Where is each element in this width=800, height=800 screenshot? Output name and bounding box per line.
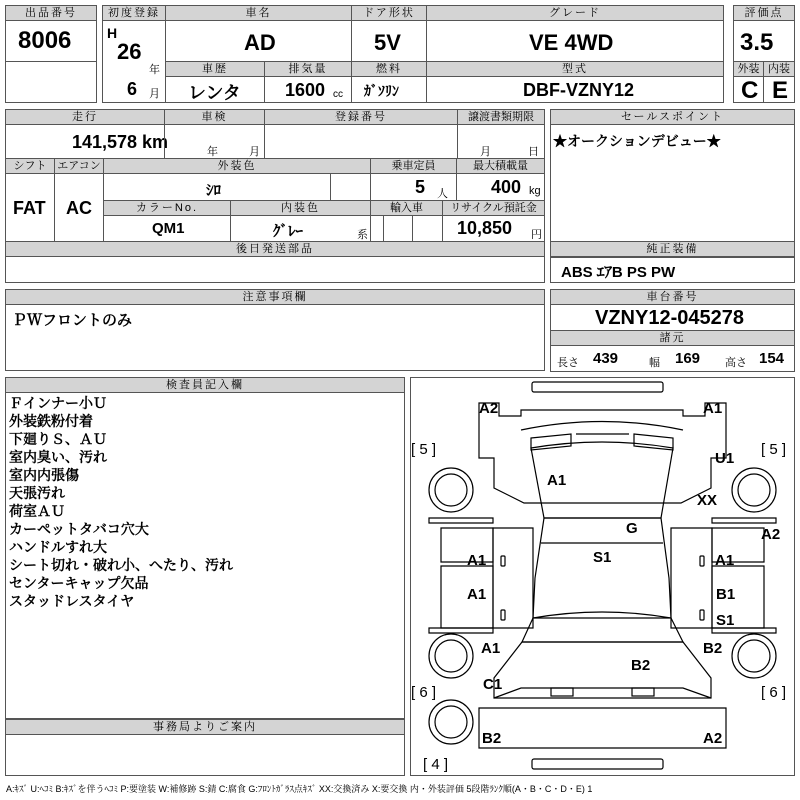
mark-b1: B1	[716, 586, 736, 603]
ext-color-extra-cell	[330, 173, 371, 201]
equipment-cell	[550, 256, 795, 283]
displacement-unit: cc	[333, 89, 343, 100]
caution-text: ＰＷフロントのみ	[12, 312, 133, 329]
history-cell	[165, 76, 265, 103]
displacement-cell	[264, 76, 352, 103]
ac-cell	[54, 173, 104, 242]
max-load: 400	[491, 177, 522, 197]
door-header: ドア形状	[351, 5, 427, 21]
era: H	[107, 25, 118, 41]
tire-front-right: [ 5 ]	[761, 441, 787, 458]
specs-header: 諸元	[550, 330, 795, 346]
mark-g: G	[626, 520, 638, 537]
height: 154	[759, 350, 785, 367]
sales-point: ★オークションデビュー★	[553, 133, 721, 149]
chassis-header: 車台番号	[550, 289, 795, 305]
int-color-header: 内装色	[230, 200, 371, 216]
inspector-note: 下廻りＳ、ＡＵ	[9, 431, 107, 447]
width: 169	[675, 350, 701, 367]
door-cell	[351, 20, 427, 62]
color-no: QM1	[152, 220, 185, 237]
inspector-note: カーペットタバコ穴大	[9, 521, 149, 537]
fuel: ｶﾞｿﾘﾝ	[364, 83, 399, 99]
later-parts-header: 後日発送部品	[5, 241, 545, 257]
month-unit: 月	[149, 88, 160, 100]
tire-spare: [ 4 ]	[423, 756, 449, 773]
length-label: 長さ	[557, 357, 579, 369]
year-unit: 年	[149, 64, 160, 76]
model-code: DBF-VZNY12	[523, 80, 635, 100]
first-reg-header: 初度登録	[102, 5, 166, 21]
inspector-note: Ｆインナー小Ｕ	[9, 395, 107, 411]
tire-rear-left: [ 6 ]	[411, 684, 437, 701]
reg-no-header: 登録番号	[264, 109, 458, 125]
int-grade-header: 内装	[763, 61, 795, 77]
capacity-cell	[370, 173, 457, 201]
tire-front-left: [ 5 ]	[411, 441, 437, 458]
mark-a1-left-rear: A1	[467, 586, 487, 603]
ext-color-cell	[103, 173, 331, 201]
equipment-header: 純正装備	[550, 241, 795, 257]
mark-a1-left-quarter: A1	[481, 640, 501, 657]
recycle-header: リサイクル預託金	[442, 200, 545, 216]
max-load-unit: kg	[529, 185, 541, 197]
mileage: 141,578	[72, 132, 138, 152]
inspector-note: 外装鉄粉付着	[9, 413, 93, 429]
inspector-note: スタッドレスタイヤ	[9, 593, 135, 609]
reg-month: 6	[127, 79, 138, 99]
office-header: 事務局よりご案内	[5, 719, 405, 735]
import-header: 輸入車	[370, 200, 443, 216]
ext-color-header: 外装色	[103, 158, 371, 174]
mark-a2-right: A2	[761, 526, 781, 543]
mark-b2-trunk: B2	[631, 657, 651, 674]
inspector-note: センターキャップ欠品	[9, 575, 149, 591]
reg-no-cell	[264, 124, 458, 159]
inspector-note: ハンドルすれ大	[9, 539, 107, 555]
mark-c1: C1	[483, 676, 503, 693]
inspection-cell	[164, 124, 265, 159]
width-label: 幅	[649, 357, 660, 369]
ext-grade-header: 外装	[733, 61, 764, 77]
transfer-cell	[457, 124, 545, 159]
fuel-cell	[351, 76, 427, 103]
grade-header: グレード	[426, 5, 724, 21]
inspector-note: 室内内張傷	[9, 467, 79, 483]
caution-cell	[5, 304, 545, 371]
import-extra-cell	[383, 215, 413, 242]
mark-s1-roof: S1	[593, 549, 612, 566]
mark-s1-right: S1	[716, 612, 735, 629]
score: 3.5	[740, 29, 774, 56]
mark-b2-right: B2	[703, 640, 723, 657]
mark-a1-left-door: A1	[467, 552, 487, 569]
mileage-header: 走行	[5, 109, 165, 125]
fuel-header: 燃料	[351, 61, 427, 77]
int-color-suffix: 系	[357, 229, 368, 241]
int-grade-cell	[763, 76, 795, 103]
max-load-header: 最大積載量	[456, 158, 545, 174]
mileage-unit: km	[142, 132, 169, 152]
car-name-cell	[165, 20, 352, 62]
ext-grade: C	[741, 77, 759, 104]
chassis-cell	[550, 304, 795, 331]
displacement: 1600	[285, 80, 326, 100]
model-header: 型式	[426, 61, 724, 77]
history: レンタ	[188, 83, 241, 103]
equipment: ABS ｴｱB PS PW	[561, 264, 676, 281]
recycle-cell	[442, 215, 545, 242]
inspection-month-unit: 月	[249, 146, 260, 158]
history-header: 車歴	[165, 61, 265, 77]
shift-header: シフト	[5, 158, 55, 174]
car-outline-drawing	[411, 378, 794, 775]
int-color: ｸﾞﾚｰ	[273, 223, 304, 240]
inspector-note: 室内臭い、汚れ	[9, 449, 107, 465]
mark-xx: XX	[697, 492, 718, 509]
lot-number: 8006	[18, 27, 72, 54]
grade-cell	[426, 20, 724, 62]
later-parts-cell	[5, 256, 545, 283]
car-name: AD	[244, 30, 276, 55]
legend: A:ｷｽﾞ U:ﾍｺﾐ B:ｷｽﾞを伴うﾍｺﾐ P:要塗装 W:補修跡 S:錆 C:腐食 G:ﾌﾛﾝﾄｶﾞﾗｽ点ｷｽﾞ XX:交換済み X:要交換 内・外装評価 5段階ﾗﾝｸ順(A・B・C・D・E) 1	[6, 784, 593, 794]
max-load-cell	[456, 173, 545, 201]
tire-rear-right: [ 6 ]	[761, 684, 787, 701]
car-name-header: 車名	[165, 5, 352, 21]
door-type: 5V	[374, 30, 401, 55]
length: 439	[593, 350, 619, 367]
model-cell	[426, 76, 724, 103]
score-cell	[733, 20, 795, 62]
int-color-cell	[230, 215, 371, 242]
inspector-header: 検査員記入欄	[5, 377, 405, 393]
damage-diagram	[410, 377, 795, 776]
height-label: 高さ	[725, 357, 747, 369]
mileage-cell	[5, 124, 169, 159]
recycle-fee: 10,850	[457, 218, 513, 238]
mark-a1-front-right: A1	[703, 400, 723, 417]
transfer-header: 譲渡書類期限	[457, 109, 545, 125]
inspector-note: 荷室ＡＵ	[9, 503, 65, 519]
shift-cell	[5, 173, 55, 242]
inspector-note: 天張汚れ	[9, 485, 65, 501]
int-grade: E	[772, 77, 789, 104]
shift: FAT	[13, 198, 46, 218]
office-cell	[5, 734, 405, 776]
mark-a2-front-left: A2	[479, 400, 499, 417]
capacity-header: 乗車定員	[370, 158, 457, 174]
specs-cell	[550, 345, 795, 372]
displacement-header: 排気量	[264, 61, 352, 77]
mark-u1: U1	[715, 450, 735, 467]
ac: AC	[66, 198, 92, 218]
inspector-notes-cell	[5, 392, 405, 719]
caution-header: 注意事項欄	[5, 289, 545, 305]
color-no-cell	[103, 215, 231, 242]
first-reg-cell	[102, 20, 166, 103]
transfer-day-unit: 日	[528, 146, 539, 158]
reg-year: 26	[117, 39, 142, 64]
inspection-year-unit: 年	[207, 146, 218, 158]
mark-a2-bottom-right: A2	[703, 730, 723, 747]
recycle-unit: 円	[531, 229, 542, 241]
lot-blank-cell	[5, 61, 97, 103]
ext-color: ｼﾛ	[206, 182, 222, 199]
capacity-unit: 人	[437, 188, 448, 200]
transfer-month-unit: 月	[480, 146, 491, 158]
lot-no-header: 出品番号	[5, 5, 97, 21]
mark-a1-right-door: A1	[715, 552, 735, 569]
color-no-header: カラーNo.	[103, 200, 231, 216]
capacity: 5	[415, 177, 426, 197]
lot-no-cell	[5, 20, 97, 62]
ext-grade-cell	[733, 76, 764, 103]
inspector-notes-list	[9, 394, 233, 610]
inspector-note: シート切れ・破れ小、へたり、汚れ	[9, 557, 233, 573]
inspection-header: 車検	[164, 109, 265, 125]
score-header: 評価点	[733, 5, 795, 21]
chassis-number: VZNY12-045278	[595, 307, 744, 329]
sales-point-header: セールスポイント	[550, 109, 795, 125]
grade: VE 4WD	[529, 30, 614, 55]
mark-b2-bottom-left: B2	[482, 730, 502, 747]
mark-a1-hood: A1	[547, 472, 567, 489]
sales-point-cell	[550, 124, 795, 258]
ac-header: エアコン	[54, 158, 104, 174]
